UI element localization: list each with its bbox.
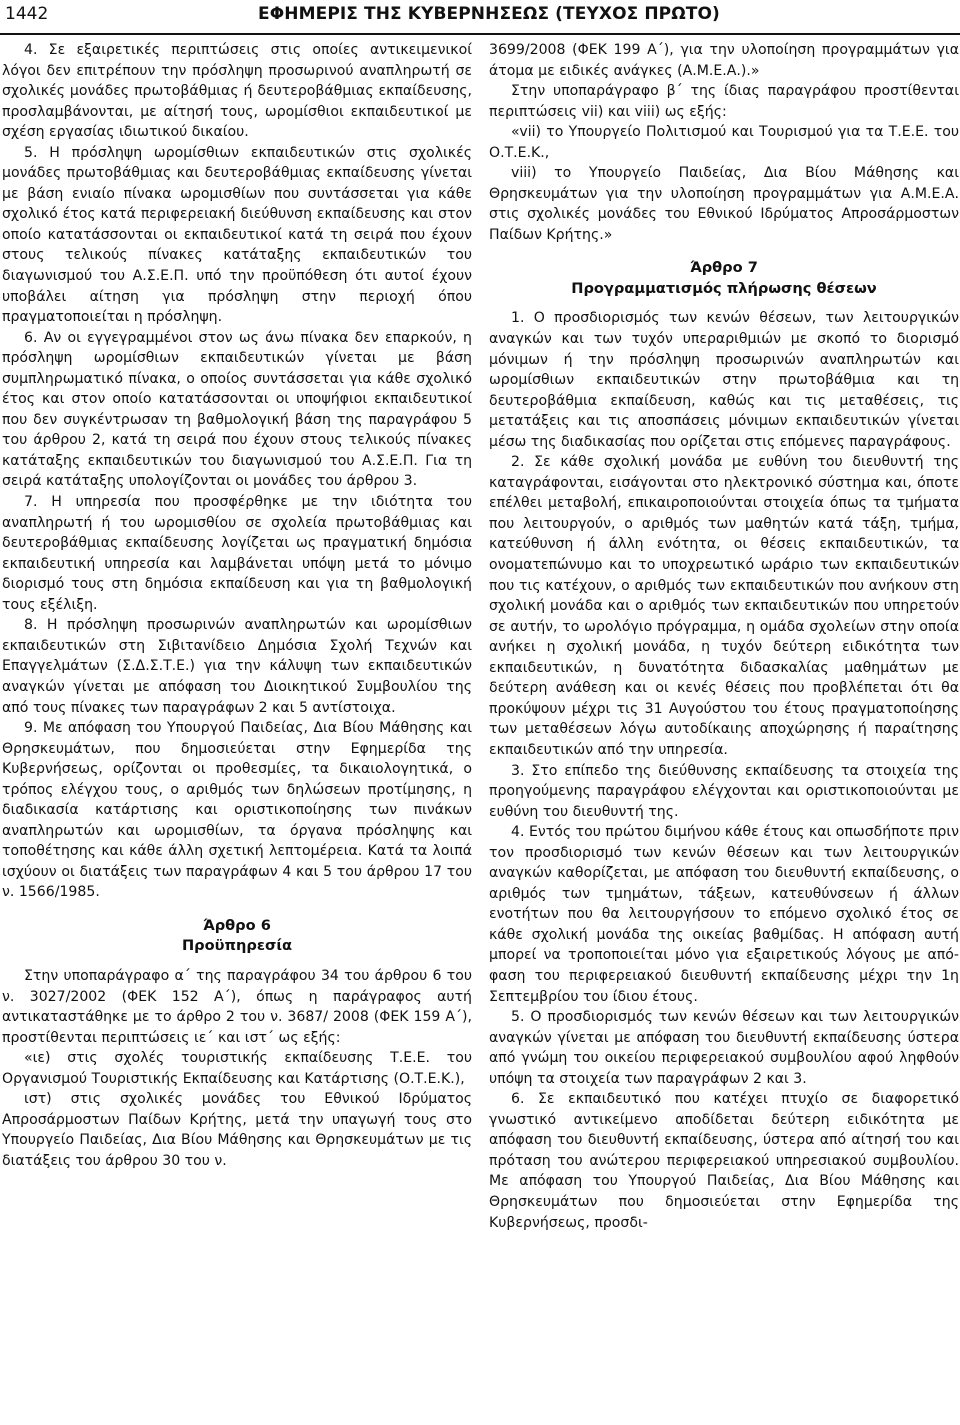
article-6-heading: Άρθρο 6: [203, 916, 271, 934]
right-column: [489, 40, 959, 1233]
paragraph-6: 6. Αν οι εγγεγραμμένοι στον ως άνω πίνακα δεν επαρκούν, η πρόσληψη ωρομίσθιων εκπαιδευτικών γίνεται με βάση συμπληρωματικό πίνακα, ο οποίος συντάσσεται για κάθε σχολικό έτος και στον οποίο κατατάσσονται οι υποψήφιοι εκπαιδευτικοί που δεν συγκέντρωσαν τη βαθμολογική βάση της παραγράφου 5 του άρθρου 2, κατά τη σειρά που έχουν στους τελικούς πίνακες κατάταξης εκπαιδευτικών του διαγωνισμού του Α.Σ.Ε.Π. Για τη σειρά κατάταξης υπολογίζονται οι μονάδες του άρθρου 3.: [2, 329, 472, 490]
paragraph-9: 9. Με απόφαση του Υπουργού Παιδείας, Δια Βίου Μάθησης και Θρησκευμάτων, που δημοσιεύεται στην Εφημερίδα της Κυβερνήσεως, ορίζονται οι προθεσμίες, τα δικαιολογητικά, ο τρόπος ελέγχου τους, ο αριθμός των δηλώσεων προτίμησης, η διαδικασία κατάρτισης και οριστικοποίησης των πινάκων αναπληρωτών και ωρομισθίων, τα όργανα πρόσληψης και τοποθέτησης και κάθε άλλη σχετική λεπτομέρεια. Κατά τα λοιπά ισχύουν οι διατάξεις των παραγράφων 4 και 5 του άρθρου 17 του ν. 1566/1985.: [2, 720, 472, 901]
article-7-paragraph-4: 4. Εντός του πρώτου διμήνου κάθε έτους και οπωσδήποτε πριν τον προσδιορισμό των κενών θέσεων και των λειτουργικών αναγκών καθορίζεται, με απόφαση του διευθυντή εκπαίδευσης, ο αριθμός των τμημάτων, τάξεων, κατευθύνσεων ή άλλων ενοτήτων που θα λειτουργήσουν το επόμενο σχολικό έτος σε κάθε σχολική μονάδα της οικείας βαθμίδας. Η απόφαση αυτή μπορεί να τροποποιείται μόνο για εξαιρετικούς λόγους με απόφαση του περιφερειακού διευθυντή εκπαίδευσης μέχρι την 1η Σεπτεμβρίου του ίδιου έτους.: [489, 824, 959, 1005]
page-number: 1442: [5, 4, 49, 24]
paragraph-5: 5. Η πρόσληψη ωρομίσθιων εκπαιδευτικών στις σχολικές μονάδες πρωτοβάθμιας και δευτεροβάθμιας εκπαίδευσης γίνεται με βάση ενιαίο πίνακα ωρομισθίων που συντάσσεται για κάθε σχολικό έτος κατά περιφερειακή διεύθυνση εκπαίδευσης και στον οποίο κατατάσσονται οι εκπαιδευτικοί κατά τη σειρά που έχουν στους τελικούς πίνακες κατάταξης εκπαιδευτικών του διαγωνισμού του Α.Σ.Ε.Π. υπό την προϋπόθεση ότι αυτοί έχουν υποβάλει αίτηση για πρόσληψη στην περιοχή όπου πραγματοποιείται η πρόσληψη.: [2, 144, 472, 326]
article-6-title: Προϋπηρεσία: [181, 937, 293, 955]
article-7-title: Προγραμματισμός πλήρωσης θέσεων: [571, 279, 877, 297]
page-header: [0, 0, 960, 36]
article-7-paragraph-3: 3. Στο επίπεδο της διεύθυνσης εκπαίδευσης τα στοιχεία της προηγούμενης παραγράφου ελέγχονται και οριστικοποιούνται με ευθύνη του διευθυντή της.: [489, 762, 959, 820]
article-7-paragraph-2: 2. Σε κάθε σχολική μονάδα με ευθύνη του διευθυντή της καταγράφονται, εισάγονται στο ηλεκτρονικό σύστημα και, όποτε επέλθει μεταβολή, επικαιροποιούνται στοιχεία όπως τα τμήματα που λειτουργούν, ο αριθμός των μαθητών κατά τάξη, τμήμα, κατεύθυνση ή άλλη ενότητα, οι θέσεις εκπαιδευτικών, τα ονοματεπώνυμο και το υποχρεωτικό ωράριο των εκπαιδευτικών που τις κατέχουν, ο αριθμός των εκπαιδευτικών που ανήκουν στη σχολική μονάδα και ο αριθμός των εκπαιδευτικών που υπηρετούν σε αυτήν, το ωρολόγιο πρόγραμμα, η ομάδα σχολείων στην οποία ανήκει η σχολική μονάδα, η τυχόν δεύτερη ειδικότητα των εκπαιδευτικών, η δυνατότητα διδασκαλίας μαθημάτων με δεύτερη ανάθεση και οι κενές θέσεις που προβλέπεται ότι θα προκύψουν μέχρι τις 31 Αυγούστου του έτους πραγματοποίησης των μεταθέσεων λόγω αυτοδίκαιης αποχώρησης ή παραίτησης εκπαιδευτικών από την υπηρεσία.: [489, 454, 959, 758]
article-7-paragraph-1: 1. Ο προσδιορισμός των κενών θέσεων, των λειτουργικών αναγκών και των τυχόν υπεραριθμιών με σκοπό το διορισμό μόνιμων ή την πρόσληψη προσωρινών αναπληρωτών και ωρομίσθιων εκπαιδευτικών στην πρωτοβάθμια και τη δευτεροβάθμια εκπαίδευση, καθώς και τις μεταθέσεις, τις μετατάξεις και τις αποσπάσεις μόνιμων εκπαιδευτικών γίνεται μέσω της διαδικασίας που ορίζεται στις επόμενες παραγράφους.: [489, 310, 959, 450]
gazette-title: ΕΦΗΜΕΡΙΣ ΤΗΣ ΚΥΒΕΡΝΗΣΕΩΣ (ΤΕΥΧΟΣ ΠΡΩΤΟ): [258, 4, 720, 24]
article-7-paragraph-5: 5. Ο προσδιορισμός των κενών θέσεων και των λειτουργικών αναγκών γίνεται με απόφαση του διευθυντή εκπαίδευσης ύστερα από γνώμη του οικείου περιφερειακού συμβουλίου αφού ληφθούν υπόψη τα στοιχεία των παραγράφων 2 και 3.: [489, 1009, 959, 1087]
paragraph-4: 4. Σε εξαιρετικές περιπτώσεις στις οποίες αντικειμενικοί λόγοι δεν επιτρέπουν την πρόσληψη προσωρινού αναπληρωτή σε σχολικές μονάδες πρωτοβάθμιας ή δευτεροβάθμιας εκπαίδευσης, προσλαμβάνονται, με αίτησή τους, ωρομίσθιοι εκπαιδευτικοί με σχέση εργασίας ιδιωτικού δικαίου.: [2, 42, 472, 141]
paragraph-8: 8. Η πρόσληψη προσωρινών αναπληρωτών και ωρομίσθιων εκπαιδευτικών στη Σιβιτανίδειο Δημόσια Σχολή Τεχνών και Επαγγελμάτων (Σ.Δ.Σ.Τ.Ε.) για την κάλυψη των εκπαιδευτικών αναγκών γίνεται με απόφαση του Διοικητικού Συμβουλίου της από τους πίνακες των παραγράφων 2 και 5 αντίστοιχα.: [2, 617, 472, 716]
case-vii: «vii) το Υπουργείο Πολιτισμού και Τουρισμού για τα Τ.Ε.Ε. του Ο.Τ.Ε.Κ.,: [489, 124, 959, 161]
case-viii: viii) το Υπουργείο Παιδείας, Δια Βίου Μάθησης και Θρησκευμάτων για την υλοποίηση προγραμμάτων για Α.Μ.Ε.Α. στις σχολικές μονάδες του Εθνικού Ιδρύματος Απροσάρμοστων Παίδων Κρήτης.»: [489, 165, 959, 243]
article-7-paragraph-6: 6. Σε εκπαιδευτικό που κατέχει πτυχίο σε διαφορετικό γνωστικό αντικείμενο αποδίδεται δεύτερη ειδικότητα με απόφαση του διευθυντή εκπαίδευσης, ύστερα από αίτησή του και πρόταση του ανώτερου περιφερειακού υπηρεσιακού συμβουλίου. Με απόφαση του Υπουργού Παιδείας, Δια Βίου Μάθησης και Θρησκευμάτων που δημοσιεύεται στην Εφημερίδα της Κυβερνήσεως, προσδι-: [489, 1091, 959, 1231]
case-ie: «ιε) στις σχολές τουριστικής εκπαίδευσης Τ.Ε.Ε. του Οργανισμού Τουριστικής Εκπαίδευσης και Κατάρτισης (Ο.Τ.Ε.Κ.),: [2, 1050, 472, 1087]
subparagraph-b-intro: Στην υποπαράγραφο β΄ της ίδιας παραγράφου προστίθενται περιπτώσεις vii) και viii) ως εξής:: [489, 83, 959, 120]
continuation-text: 3699/2008 (ΦΕΚ 199 Α΄), για την υλοποίηση προγραμμάτων για άτομα με ειδικές ανάγκες (Α.Μ.Ε.Α.).»: [489, 42, 959, 79]
left-column: [2, 40, 472, 1171]
article-6-paragraph: Στην υποπαράγραφο α΄ της παραγράφου 34 του άρθρου 6 του ν. 3027/2002 (ΦΕΚ 152 Α΄), όπως η παράγραφος αυτή αντικαταστάθηκε με το άρθρο 2 του ν. 3687/ 2008 (ΦΕΚ 159 Α΄), προστίθενται περιπτώσεις ιε΄ και ιστ΄ ως εξής:: [2, 967, 472, 1046]
paragraph-7: 7. Η υπηρεσία που προσφέρθηκε με την ιδιότητα του αναπληρωτή ή του ωρομισθίου σε σχολεία πρωτοβάθμιας και δευτεροβάθμιας εκπαίδευσης λογίζεται ως πραγματική δημόσια εκπαιδευτική υπηρεσία και λαμβάνεται υπόψη μετά το μόνιμο διορισμό τους στη δημόσια εκπαίδευση και για τη βαθμολογική τους εξέλιξη.: [2, 494, 472, 613]
header-rule: [0, 33, 960, 35]
case-ist: ιστ) στις σχολικές μονάδες του Εθνικού Ιδρύματος Απροσάρμοστων Παίδων Κρήτης, μετά την υπαγωγή τους στο Υπουργείο Παιδείας, Δια Βίου Μάθησης και Θρησκευμάτων με τις διατάξεις του άρθρου 30 του ν.: [2, 1091, 472, 1169]
article-7-heading: Άρθρο 7: [690, 259, 758, 277]
